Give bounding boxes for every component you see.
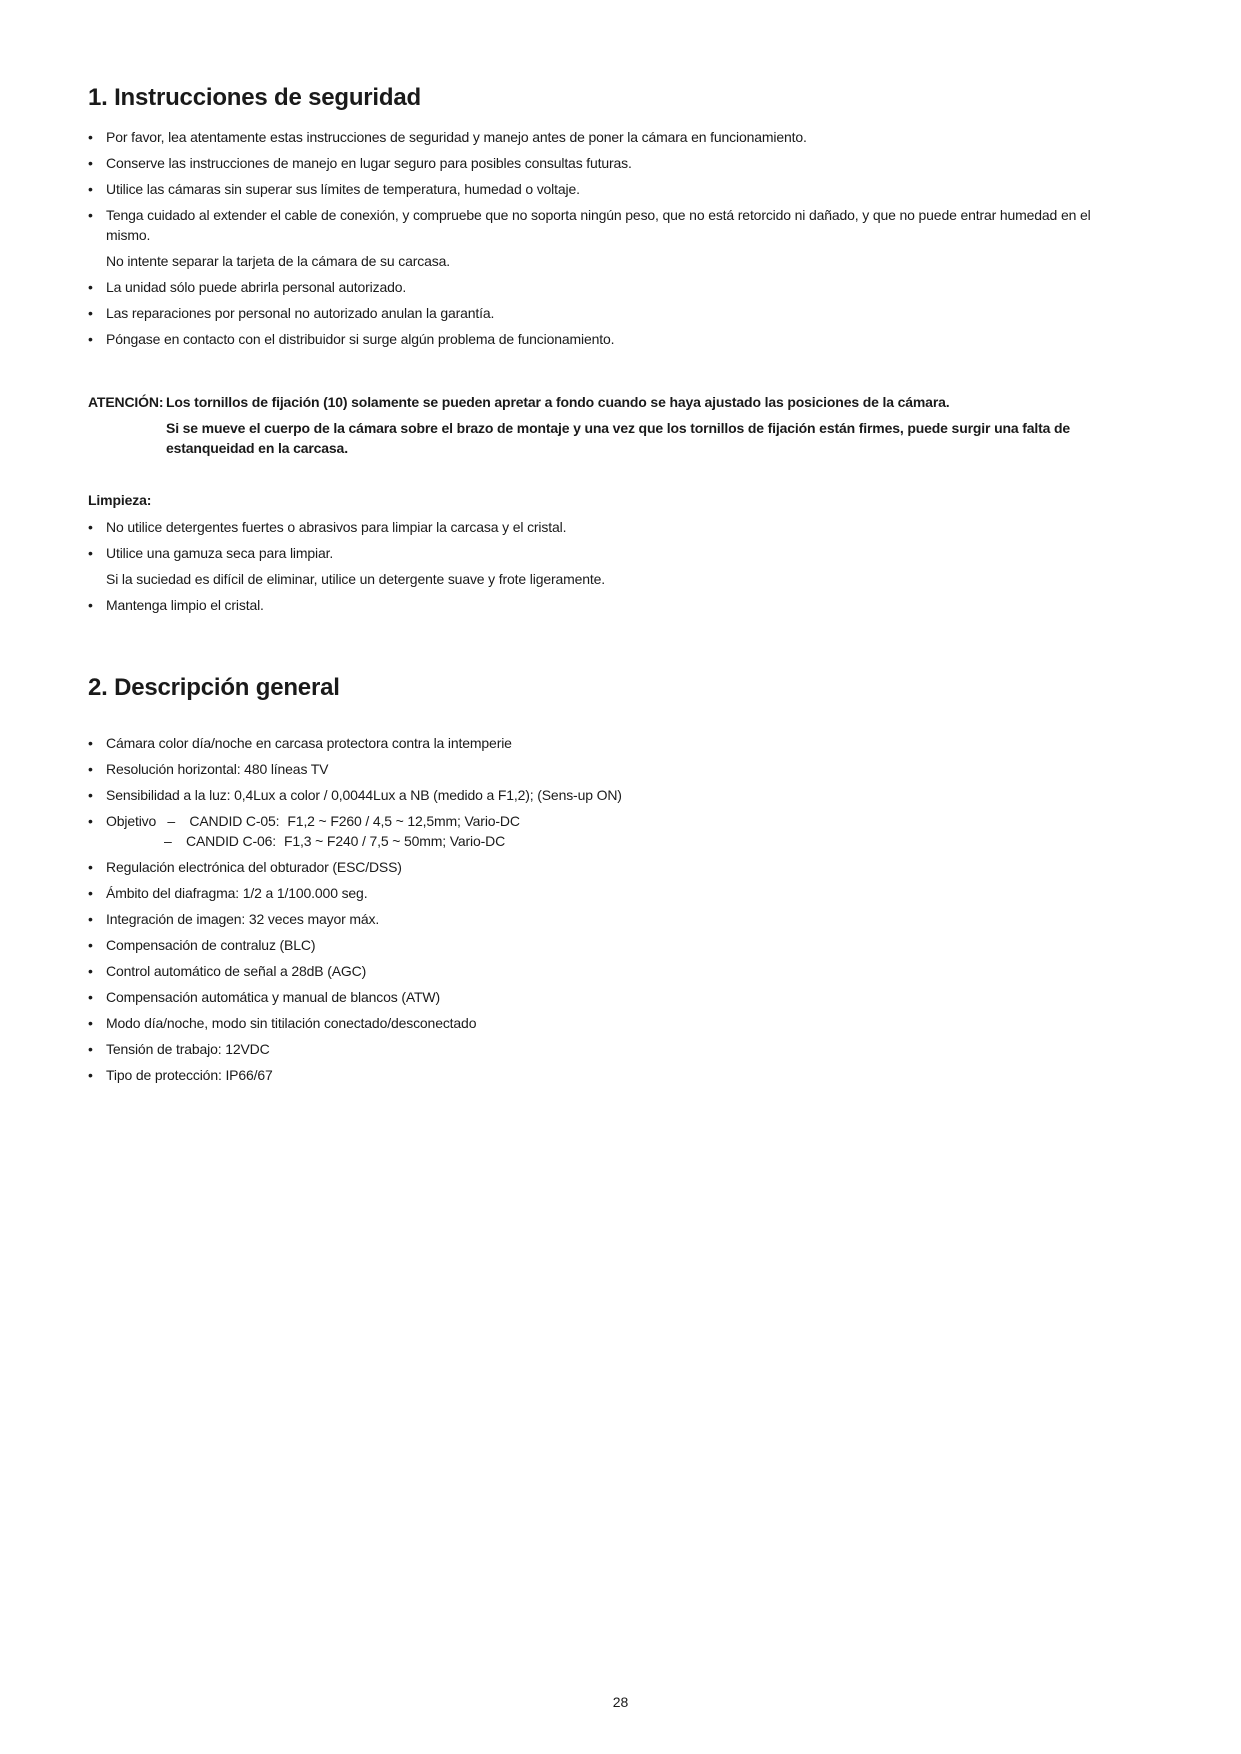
bullet-icon: • (88, 597, 93, 613)
list-item: • Póngase en contacto con el distribuidor si surge algún problema de funcionamiento. (88, 331, 615, 347)
list-item: • Compensación automática y manual de blancos (ATW) (88, 989, 440, 1005)
cleaning-list (88, 517, 1118, 621)
lens-item (88, 811, 1118, 851)
bullet-icon: • (88, 181, 93, 197)
list-item: • Tensión de trabajo: 12VDC (88, 1041, 270, 1057)
attention-line-2: Si se mueve el cuerpo de la cámara sobre el brazo de montaje y una vez que los tornillos de fijación están firmes, puede surgir una falta de estanqueidad en la carcasa. (166, 420, 1071, 456)
attention-label: ATENCIÓN: (88, 394, 164, 410)
list-item: • Modo día/noche, modo sin titilación conectado/desconectado (88, 1015, 477, 1031)
bullet-icon: • (88, 859, 93, 875)
bullet-icon: • (88, 885, 93, 901)
list-item: • Ámbito del diafragma: 1/2 a 1/100.000 seg. (88, 885, 368, 901)
dash-icon: – (167, 813, 176, 829)
list-item: • Integración de imagen: 32 veces mayor máx. (88, 911, 380, 927)
bullet-icon: • (88, 1067, 93, 1083)
list-item: • Tenga cuidado al extender el cable de conexión, y compruebe que no soporta ningún peso, que no está retorcido ni dañado, y que no puede entrar humedad en el mismo. No intente separar la tarjeta de la cámara de su carcasa. (88, 205, 1118, 271)
list-item: • Utilice las cámaras sin superar sus límites de temperatura, humedad o voltaje. (88, 181, 580, 197)
list-item-note: No intente separar la tarjeta de la cámara de su carcasa. (106, 253, 450, 269)
bullet-icon: • (88, 279, 93, 295)
bullet-icon: • (88, 155, 93, 171)
attention-line-1: Los tornillos de fijación (10) solamente se pueden apretar a fondo cuando se haya ajustado las posiciones de la cámara. (166, 394, 950, 410)
list-item: • Las reparaciones por personal no autorizado anulan la garantía. (88, 305, 495, 321)
list-item: • Sensibilidad a la luz: 0,4Lux a color / 0,0044Lux a NB (medido a F1,2); (Sens-up ON) (88, 787, 622, 803)
list-item: • Utilice una gamuza seca para limpiar. Si la suciedad es difícil de eliminar, utilice un detergente suave y frote ligeramente. (88, 543, 1118, 589)
list-item: • Conserve las instrucciones de manejo en lugar seguro para posibles consultas futuras. (88, 155, 632, 171)
page-number: 28 (612, 1694, 629, 1710)
bullet-icon: • (88, 331, 93, 347)
list-item: • La unidad sólo puede abrirla personal autorizado. (88, 279, 407, 295)
bullet-icon: • (88, 519, 93, 535)
lens-model: CANDID C-05: (189, 813, 280, 829)
bullet-icon: • (88, 911, 93, 927)
bullet-icon: • (88, 963, 93, 979)
bullet-icon: • (88, 761, 93, 777)
cleaning-title: Limpieza: (88, 492, 152, 508)
bullet-icon: • (88, 735, 93, 751)
list-item: • Tipo de protección: IP66/67 (88, 1067, 273, 1083)
lens-spec: F1,2 ~ F260 / 4,5 ~ 12,5mm; Vario-DC (287, 813, 520, 829)
bullet-icon: • (88, 545, 93, 561)
lens-model: CANDID C-06: (186, 833, 276, 849)
list-item: • Cámara color día/noche en carcasa protectora contra la intemperie (88, 735, 512, 751)
list-item: • Por favor, lea atentamente estas instrucciones de seguridad y manejo antes de poner la cámara en funcionamiento. (88, 129, 807, 145)
bullet-icon: • (88, 989, 93, 1005)
bullet-icon: • (88, 787, 93, 803)
bullet-icon: • (88, 305, 93, 321)
list-item: • Compensación de contraluz (BLC) (88, 937, 316, 953)
bullet-icon: • (88, 813, 93, 829)
lens-spec: F1,3 ~ F240 / 7,5 ~ 50mm; Vario-DC (284, 833, 506, 849)
lens-row-1 (106, 811, 1118, 831)
list-item: • No utilice detergentes fuertes o abrasivos para limpiar la carcasa y el cristal. (88, 519, 567, 535)
bullet-icon: • (88, 937, 93, 953)
section-2-title: 2. Descripción general (88, 674, 340, 701)
safety-list (88, 127, 1118, 355)
bullet-icon: • (88, 129, 93, 145)
lens-row-2 (106, 831, 1118, 851)
lens-label: Objetivo (106, 813, 157, 829)
bullet-icon: • (88, 207, 93, 223)
list-item: • Mantenga limpio el cristal. (88, 597, 264, 613)
bullet-icon: • (88, 1015, 93, 1031)
list-item: • Control automático de señal a 28dB (AGC) (88, 963, 367, 979)
bullet-icon: • (88, 1041, 93, 1057)
dash-icon: – (164, 833, 172, 849)
list-item: • Resolución horizontal: 480 líneas TV (88, 761, 329, 777)
list-item-note: Si la suciedad es difícil de eliminar, utilice un detergente suave y frote ligeramente. (106, 571, 606, 587)
features-list (88, 733, 1118, 1091)
list-item: • Regulación electrónica del obturador (ESC/DSS) (88, 859, 402, 875)
attention-note (88, 392, 1118, 458)
section-1-title: 1. Instrucciones de seguridad (88, 84, 421, 111)
